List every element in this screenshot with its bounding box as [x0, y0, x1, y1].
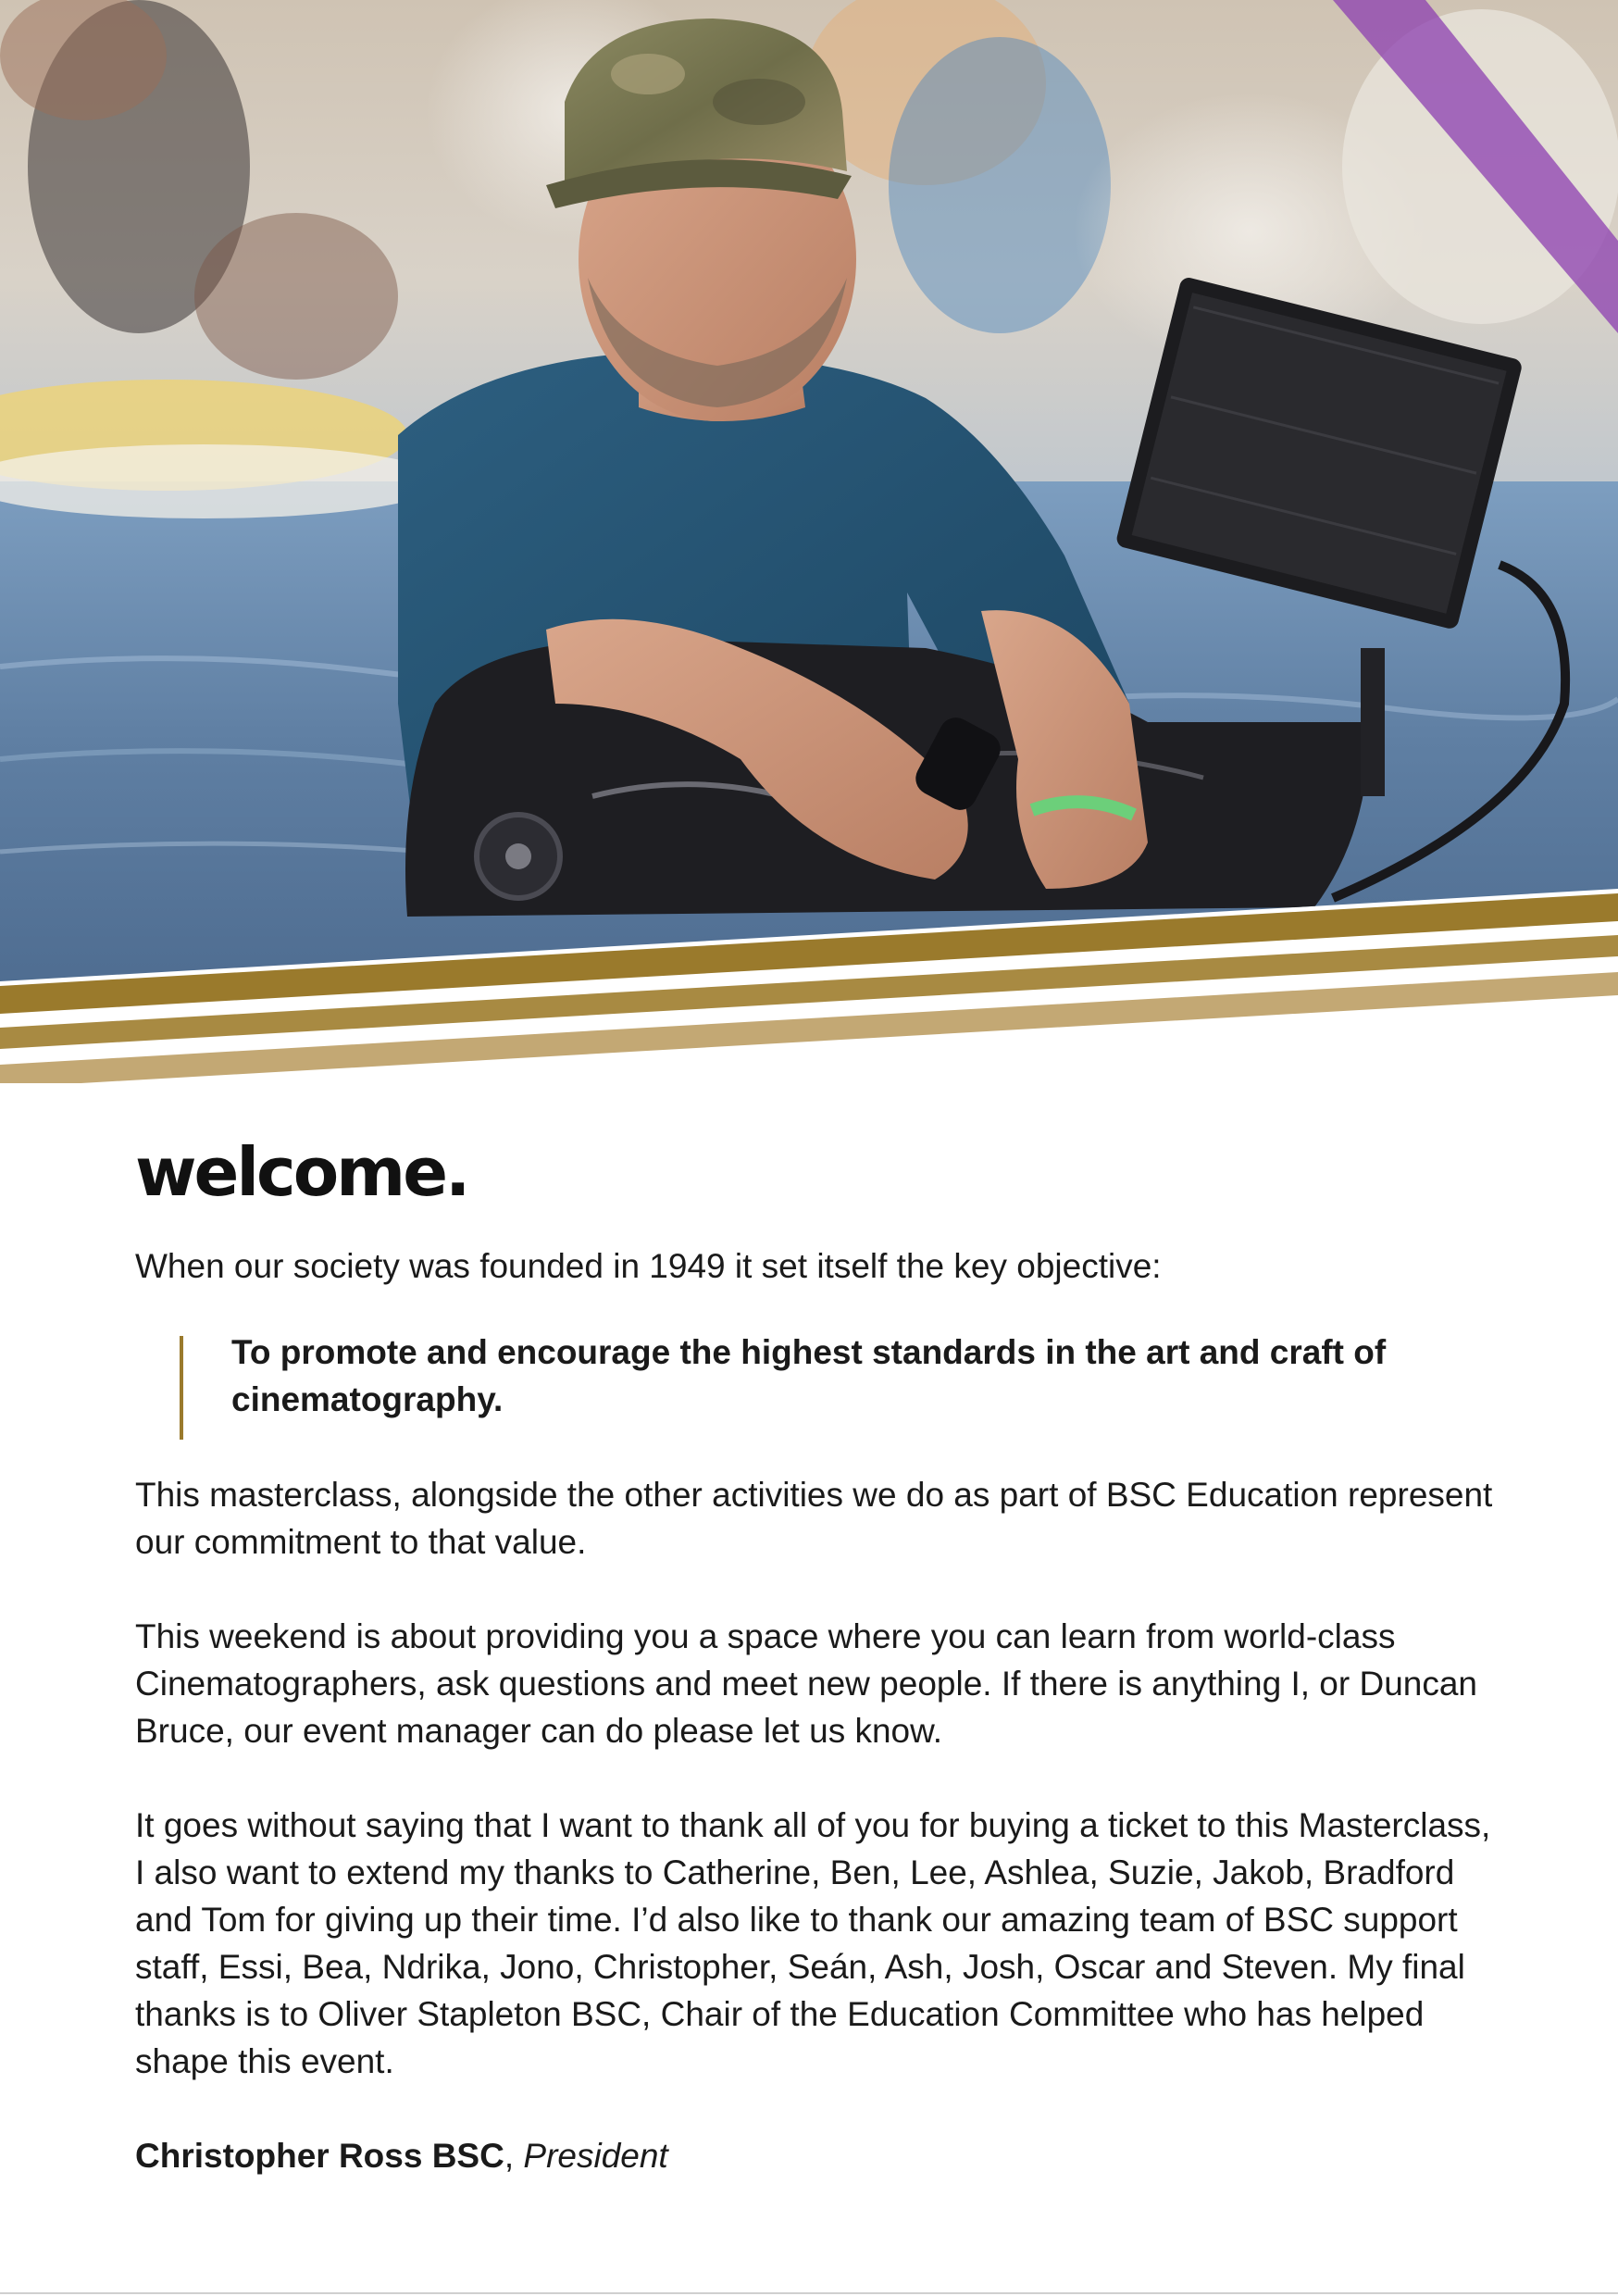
objective-quote	[180, 1329, 1388, 1423]
signature-name: Christopher Ross BSC	[135, 2137, 504, 2175]
signature	[135, 2132, 1505, 2179]
hero-photo	[0, 0, 1618, 1083]
page-title: welcome.	[135, 1133, 468, 1211]
page-bottom-rule	[0, 2292, 1618, 2294]
body-paragraph-2: This weekend is about providing you a space where you can learn from world-class Cinematographers, ask questions and meet new people. If there is anything I, or Duncan Bruce, our event manager can do please let us know.	[135, 1617, 1478, 1750]
signature-separator: ,	[504, 2137, 524, 2175]
welcome-content	[135, 1133, 1505, 2179]
signature-role: President	[523, 2137, 668, 2175]
body-paragraph-1: This masterclass, alongside the other activities we do as part of BSC Education represent our commitment to that value.	[135, 1476, 1493, 1561]
intro-paragraph: When our society was founded in 1949 it set itself the key objective:	[135, 1247, 1162, 1285]
hero-illustration	[0, 0, 1618, 1083]
body-paragraph-3: It goes without saying that I want to thank all of you for buying a ticket to this Masterclass, I also want to extend my thanks to Catherine, Ben, Lee, Ashlea, Suzie, Jakob, Bradford and Tom for giving up their time. I’d also like to thank our amazing team of BSC support staff, Essi, Bea, Ndrika, Jono, Christopher, Seán, Ash, Josh, Oscar and Steven. My final thanks is to Oliver Stapleton BSC, Chair of the Education Committee who has helped shape this event.	[135, 1806, 1491, 2080]
quote-accent-bar	[180, 1336, 183, 1440]
quote-text: To promote and encourage the highest standards in the art and craft of cinematography.	[231, 1333, 1387, 1418]
